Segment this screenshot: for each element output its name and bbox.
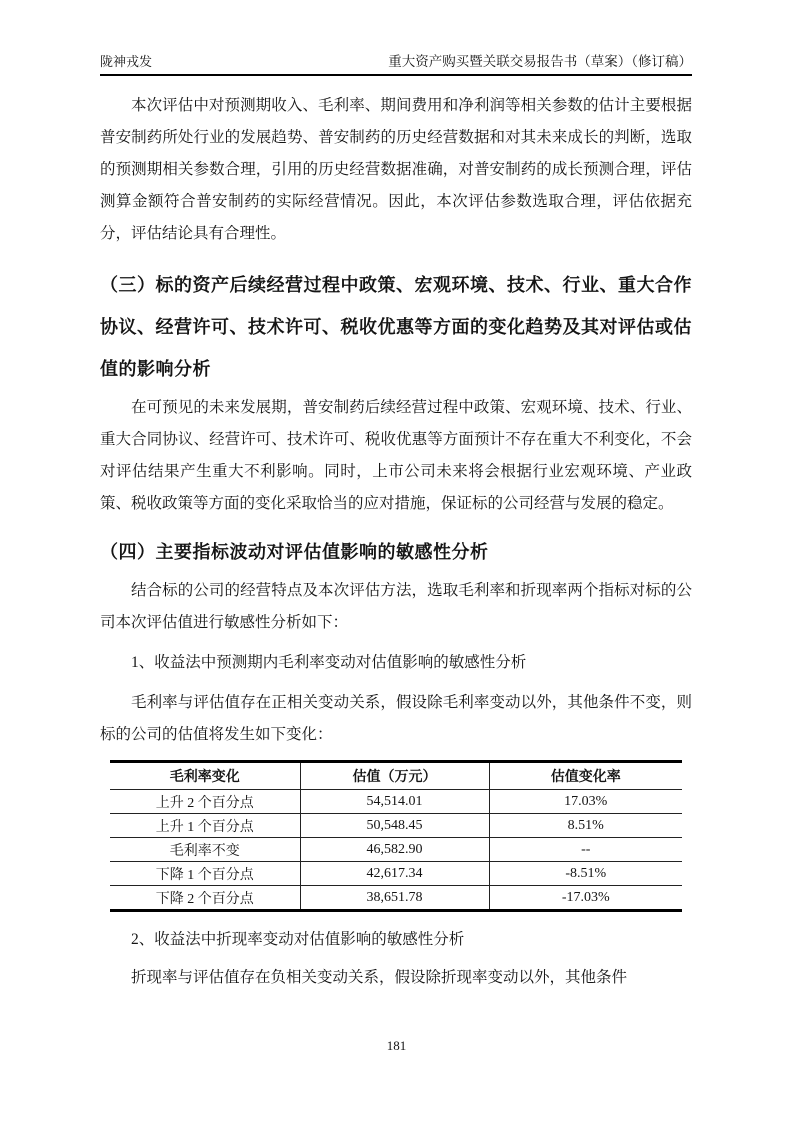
table-header-valuation: 估值（万元） (300, 762, 489, 790)
cell-change: 上升 1 个百分点 (110, 814, 300, 838)
cell-rate: 17.03% (489, 790, 682, 814)
table-header-change: 毛利率变化 (110, 762, 300, 790)
page-number: 181 (386, 1038, 407, 1053)
paragraph-section-3: 在可预见的未来发展期，普安制药后续经营过程中政策、宏观环境、技术、行业、重大合同协议、经营许可、技术许可、税收优惠等方面预计不存在重大不利变化，不会对评估结果产生重大不利影响。同时，上市公司未来将会根据行业宏观环境、产业政策、税收政策等方面的变化采取恰当的应对措施，保证标的公司经营与发展的稳定。 (100, 399, 692, 512)
cell-rate: -17.03% (561, 889, 610, 905)
list-item-1: 1、收益法中预测期内毛利率变动对估值影响的敏感性分析 (131, 654, 527, 671)
cell-rate: 8.51% (489, 814, 682, 838)
table-row (110, 838, 682, 862)
cell-valuation: 46,582.90 (300, 838, 489, 862)
header-report-title: 重大资产购买暨关联交易报告书（草案）（修订稿） (388, 54, 692, 69)
heading-section-4: （四）主要指标波动对评估值影响的敏感性分析 (100, 542, 489, 562)
list-item-2: 2、收益法中折现率变动对估值影响的敏感性分析 (131, 931, 465, 948)
cell-valuation: 54,514.01 (300, 790, 489, 814)
paragraph-discount-rate: 折现率与评估值存在负相关变动关系，假设除折现率变动以外，其他条件 (131, 969, 628, 986)
cell-valuation: 50,548.45 (300, 814, 489, 838)
sensitivity-table (110, 760, 682, 912)
paragraph-valuation-conclusion: 本次评估中对预测期收入、毛利率、期间费用和净利润等相关参数的估计主要根据普安制药所处行业的发展趋势、普安制药的历史经营数据和对其未来成长的判断，选取的预测期相关参数合理，引用的历史经营数据准确，对普安制药的成长预测合理，评估测算金额符合普安制药的实际经营情况。因此，本次评估参数选取合理，评估依据充分，评估结论具有合理性。 (100, 97, 692, 242)
heading-section-3: （三）标的资产后续经营过程中政策、宏观环境、技术、行业、重大合作协议、经营许可、技术许可、税收优惠等方面的变化趋势及其对评估或估值的影响分析 (100, 275, 692, 379)
table-row (110, 790, 682, 814)
table-header-rate: 估值变化率 (489, 762, 682, 790)
paragraph-section-4-intro: 结合标的公司的经营特点及本次评估方法，选取毛利率和折现率两个指标对标的公司本次评估值进行敏感性分析如下： (100, 582, 692, 631)
table-row (110, 886, 682, 911)
page-header (100, 54, 692, 76)
cell-change: 下降 2 个百分点 (110, 886, 300, 911)
cell-change: 毛利率不变 (110, 838, 300, 862)
cell-valuation: 42,617.34 (300, 862, 489, 886)
table-row (110, 814, 682, 838)
header-company-name: 陇神戎发 (100, 54, 153, 69)
cell-valuation: 38,651.78 (300, 886, 489, 911)
cell-rate: -8.51% (489, 862, 682, 886)
cell-change: 下降 1 个百分点 (110, 862, 300, 886)
cell-rate: -- (489, 838, 682, 862)
table-header-row (110, 762, 682, 790)
paragraph-gross-margin: 毛利率与评估值存在正相关变动关系，假设除毛利率变动以外，其他条件不变，则标的公司的估值将发生如下变化： (100, 694, 692, 743)
cell-change: 上升 2 个百分点 (110, 790, 300, 814)
table-row (110, 862, 682, 886)
